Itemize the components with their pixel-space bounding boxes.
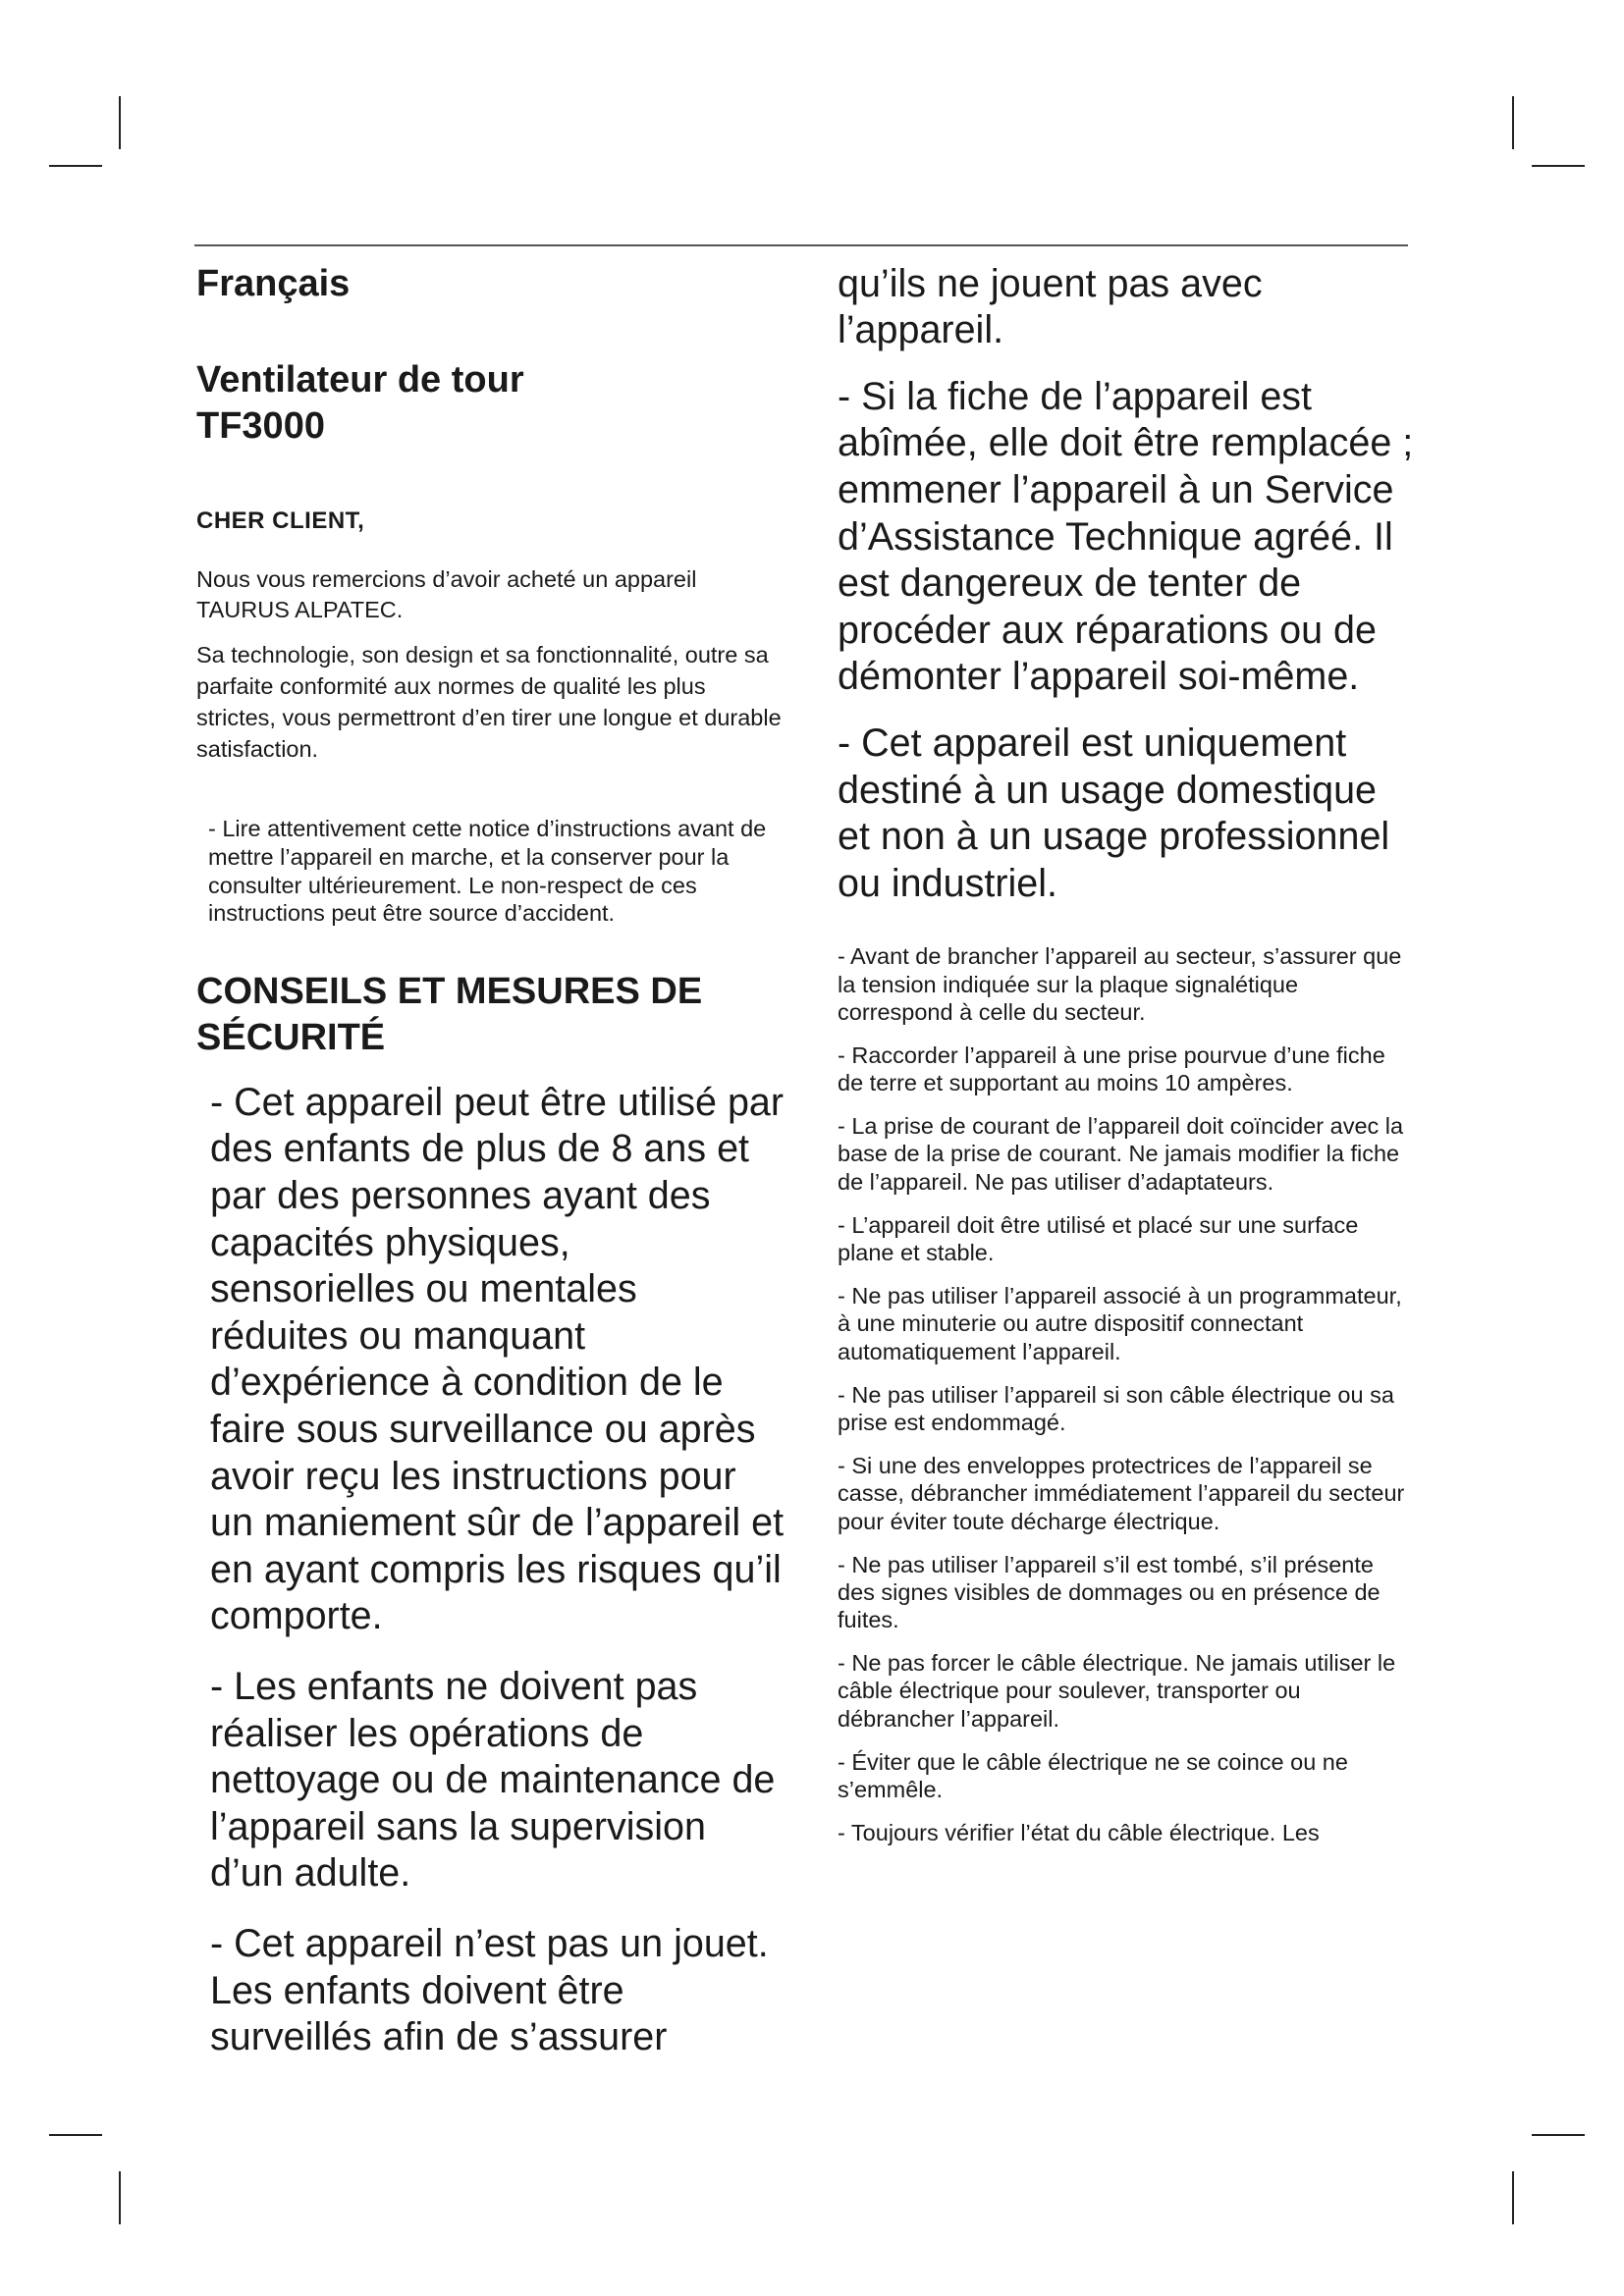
safety-left-item-3: - Cet appareil n’est pas un jouet. Les enfants doivent être surveillés afin de s’assurer (210, 1921, 769, 2059)
safety-heading: CONSEILS ET MESURES DE SÉCURITÉ (196, 970, 703, 1059)
header-rule (194, 244, 1408, 246)
safety-right-item-11: - Toujours vérifier l’état du câble électrique. Les (838, 1820, 1320, 1846)
safety-right-item-4: - L’appareil doit être utilisé et placé sur une surface plane et stable. (838, 1211, 1359, 1265)
safety-right-large-item-1: qu’ils ne jouent pas avec l’appareil. (838, 262, 1263, 352)
safety-left-item-1: - Cet appareil peut être utilisé par des enfants de plus de 8 ans et par des personnes ayant des capacités physiques, sensorielles ou mentales réduites ou manquant d’expérience à condition de le faire sous surveillance ou après avoir reçu les instructions pour un maniement sûr de l’appareil et en ayant compris les risques qu’il comporte. (210, 1080, 785, 1638)
safety-right-item-3: - La prise de courant de l’appareil doit coïncider avec la base de la prise de courant. Ne jamais modifier la fiche de l’appareil. Ne pas utiliser d’adaptateurs. (838, 1113, 1404, 1195)
crop-mark-top-left-horizontal (49, 165, 102, 167)
language-heading: Français (196, 263, 351, 304)
safety-right-item-9: - Ne pas forcer le câble électrique. Ne jamais utiliser le câble électrique pour soulever, transporter ou débrancher l’appareil. (838, 1650, 1396, 1732)
safety-right-item-1: - Avant de brancher l’appareil au secteur, s’assurer que la tension indiquée sur la plaque signalétique correspond à celle du secteur. (838, 943, 1402, 1025)
safety-right-large-item-3: - Cet appareil est uniquement destiné à un usage domestique et non à un usage professionnel ou industriel. (838, 721, 1390, 905)
intro-paragraph-2: Sa technologie, son design et sa fonctionnalité, outre sa parfaite conformité aux normes de qualité les plus strictes, vous permettront d’en tirer une longue et durable satisfaction. (196, 642, 782, 763)
intro-warning: - Lire attentivement cette notice d’instructions avant de mettre l’appareil en marche, et la conserver pour la consulter ultérieurement. Le non-respect de ces instructions peut être source d’accident. (208, 816, 767, 927)
crop-mark-top-right-vertical (1512, 96, 1514, 149)
safety-right-item-6: - Ne pas utiliser l’appareil si son câble électrique ou sa prise est endommagé. (838, 1381, 1394, 1435)
right-column (838, 261, 1417, 1862)
crop-mark-top-left-vertical (119, 96, 121, 149)
left-column (196, 261, 785, 2085)
intro-paragraph-1: Nous vous remercions d’avoir acheté un appareil TAURUS ALPATEC. (196, 565, 697, 623)
crop-mark-bottom-left-vertical (119, 2171, 121, 2224)
safety-left-item-2: - Les enfants ne doivent pas réaliser les opérations de nettoyage ou de maintenance de l’appareil sans la supervision d’un adulte. (210, 1664, 776, 1896)
product-title-line2: TF3000 (196, 405, 325, 447)
safety-right-item-5: - Ne pas utiliser l’appareil associé à un programmateur, à une minuterie ou autre dispositif connectant automatiquement l’appareil. (838, 1283, 1402, 1364)
safety-right-large-item-2: - Si la fiche de l’appareil est abîmée, elle doit être remplacée ; emmener l’appareil à un Service d’Assistance Technique agréé. Il est dangereux de tenter de procéder aux réparations ou de démonter l’appareil soi-même. (838, 374, 1414, 699)
product-title-line1: Ventilateur de tour (196, 358, 524, 400)
crop-mark-top-right-horizontal (1532, 165, 1585, 167)
safety-right-item-8: - Ne pas utiliser l’appareil s’il est tombé, s’il présente des signes visibles de dommages ou en présence de fuites. (838, 1551, 1380, 1633)
crop-mark-bottom-right-horizontal (1532, 2134, 1585, 2136)
safety-right-item-10: - Éviter que le câble électrique ne se coince ou ne s’emmêle. (838, 1748, 1348, 1802)
greeting: CHER CLIENT, (196, 507, 365, 534)
safety-right-item-2: - Raccorder l’appareil à une prise pourvue d’une fiche de terre et supportant au moins 10 ampères. (838, 1041, 1385, 1096)
product-title (196, 357, 785, 451)
safety-right-item-7: - Si une des enveloppes protectrices de l’appareil se casse, débrancher immédiatement l’appareil du secteur pour éviter toute décharge électrique. (838, 1453, 1405, 1534)
crop-mark-bottom-right-vertical (1512, 2171, 1514, 2224)
crop-mark-bottom-left-horizontal (49, 2134, 102, 2136)
